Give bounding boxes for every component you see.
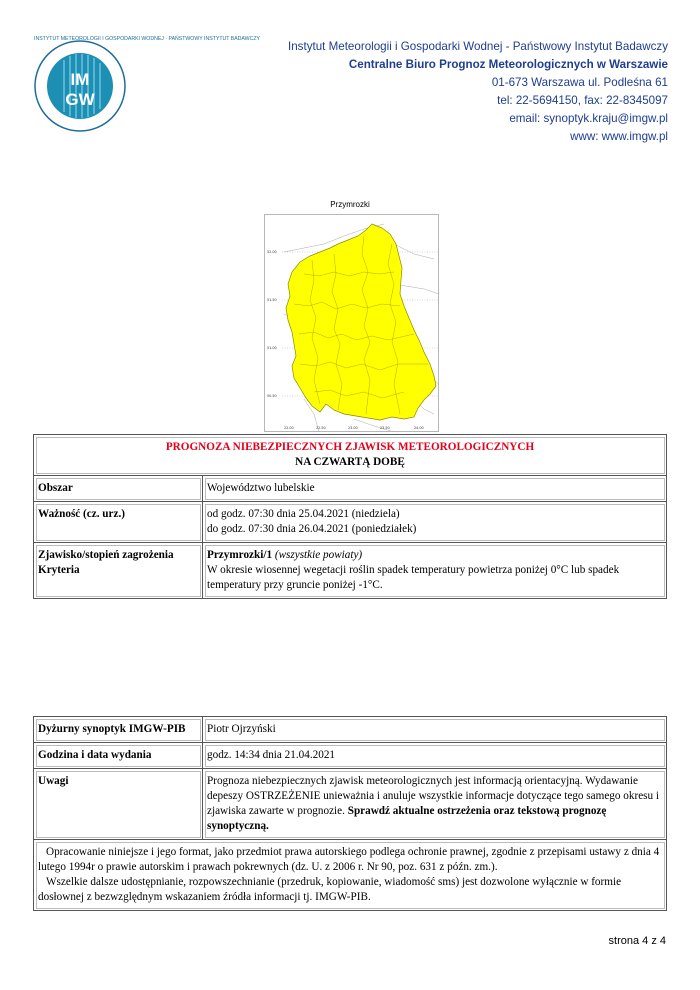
phenomenon-scope: (wszystkie powiaty)	[274, 549, 363, 561]
copyright-notice	[34, 840, 667, 911]
lat-label: 51.50	[267, 298, 277, 302]
issued-label: Godzina i data wydania	[34, 743, 203, 769]
validity-from: od godz. 07:30 dnia 25.04.2021 (niedziela)	[207, 508, 400, 520]
lon-label: 22.00	[284, 426, 294, 430]
notes-value	[203, 769, 667, 840]
header-line2: Centralne Biuro Prognoz Meteorologicznych w Warszawie	[348, 58, 668, 71]
warning-title-line1: PROGNOZA NIEBEZPIECZNYCH ZJAWISK METEOROLOGICZNYCH	[165, 441, 535, 453]
header-phone: tel: 22-5694150, fax: 22-8345097	[497, 94, 668, 107]
criteria-text: W okresie wiosennej wegetacji roślin spadek temperatury powietrza poniżej 0°C lub spadek temperatury przy gruncie poniżej -1°C.	[207, 564, 620, 591]
phenomenon-label	[34, 543, 203, 599]
notes-bold: Sprawdź aktualne ostrzeżenia oraz tekstową prognozę synoptyczną.	[207, 805, 607, 832]
notes-label: Uwagi	[34, 769, 203, 840]
imgw-logo	[34, 36, 260, 132]
warning-title-line2: NA CZWARTĄ DOBĘ	[295, 456, 405, 468]
copyright-line2: Wszelkie dalsze udostępnianie, rozpowszechnianie (przedruk, kopiowanie, wiadomość sms) jest dozwolone wyłącznie w formie dosłownej z bezwzględnym wskazaniem źródła informacji tj. IMGW-PIB.	[38, 876, 622, 903]
forecaster-label: Dyżurny synoptyk IMGW-PIB	[34, 717, 203, 743]
area-label: Obszar	[34, 476, 203, 502]
warning-table	[33, 434, 667, 599]
phenomenon-label-line1: Zjawisko/stopień zagrożenia	[38, 549, 174, 561]
map-title: Przymrozki	[330, 200, 370, 209]
phenomenon-value	[203, 543, 667, 599]
lon-label: 23.50	[380, 426, 390, 430]
area-value: Województwo lubelskie	[203, 476, 667, 502]
header-email[interactable]: email: synoptyk.kraju@imgw.pl	[509, 112, 668, 125]
copyright-line1: Opracowanie niniejsze i jego format, jako przedmiot prawa autorskiego podlega ochronie prawnej, zgodnie z przepisami ustawy z dnia 4 lutego 1994r o prawie autorskim i prawach pokrewnych (dz. U. z 2006 r. Nr 90, poz. 631 z późn. zm.).	[38, 846, 660, 873]
lon-label: 22.50	[316, 426, 326, 430]
warning-title	[34, 435, 667, 476]
lon-label: 23.00	[348, 426, 358, 430]
lat-label: 50.50	[267, 394, 277, 398]
validity-label: Ważność (cz. urz.)	[34, 502, 203, 543]
warning-map	[264, 214, 439, 432]
phenomenon-label-line2: Kryteria	[38, 564, 80, 576]
header-line1: Instytut Meteorologii i Gospodarki Wodnej - Państwowy Instytut Badawczy	[288, 40, 668, 53]
phenomenon-name: Przymrozki/1	[207, 549, 273, 561]
notes-text: Prognoza niebezpiecznych zjawisk meteorologicznych jest informacją orientacyjną. Wydawanie depeszy OSTRZEŻENIE unieważnia i anuluje wszystkie informacje dotyczące tego samego okresu i zjawiska zawarte w prognozie.	[207, 775, 660, 817]
validity-value	[203, 502, 667, 543]
info-table	[33, 716, 667, 911]
institute-header	[288, 38, 668, 146]
logo-ring-text: INSTYTUT METEOROLOGII I GOSPODARKI WODNEJ · PAŃSTWOWY INSTYTUT BADAWCZY	[34, 36, 260, 42]
lon-label: 24.00	[414, 426, 424, 430]
logo-text-gw: GW	[65, 90, 95, 109]
forecaster-value: Piotr Ojrzyński	[203, 717, 667, 743]
lat-label: 52.00	[267, 250, 277, 254]
header-address: 01-673 Warszawa ul. Podleśna 61	[491, 76, 668, 89]
logo-text-im: IM	[70, 70, 90, 89]
header-www[interactable]: www: www.imgw.pl	[570, 130, 668, 143]
lat-label: 51.00	[267, 346, 277, 350]
page-number: strona 4 z 4	[608, 935, 666, 947]
validity-to: do godz. 07:30 dnia 26.04.2021 (poniedziałek)	[207, 523, 417, 535]
issued-value: godz. 14:34 dnia 21.04.2021	[203, 743, 667, 769]
